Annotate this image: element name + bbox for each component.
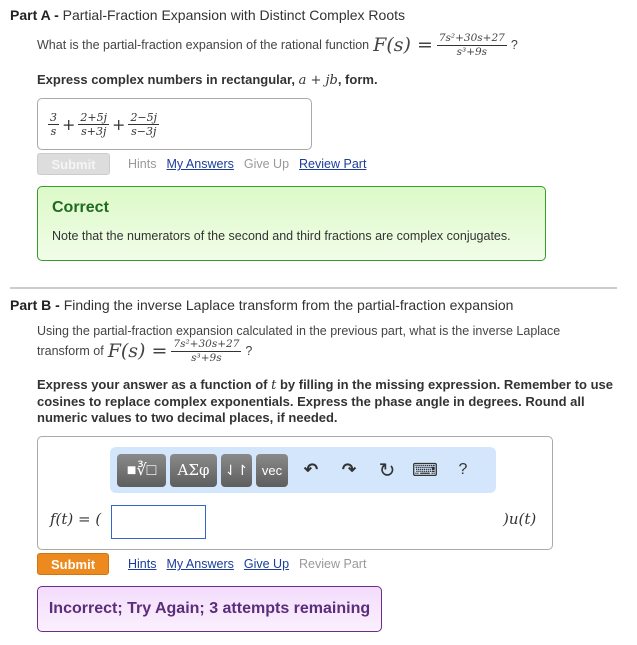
templates-icon: ■∛□ (126, 462, 157, 479)
part-b-give-up-link[interactable]: Give Up (243, 557, 290, 571)
part-a-question (37, 33, 518, 57)
fraction-denominator: s³+9s (191, 351, 222, 364)
instruction-text-b: by filling in the missing expression. Remember to use cosines to replace complex exponentials. Express the phase angle in degrees. Round all numeric values to two decimal places, if needed. (37, 377, 613, 425)
part-a-give-up-link: Give Up (243, 157, 290, 171)
part-b-my-answers-link[interactable]: My Answers (166, 557, 234, 571)
part-a-links (128, 157, 366, 171)
vector-button[interactable] (256, 454, 288, 487)
greek-icon: ΑΣφ (177, 461, 210, 479)
templates-button[interactable] (117, 454, 166, 487)
function-label: F(s) = (107, 340, 168, 362)
part-a-answer-box[interactable] (37, 98, 312, 150)
answer-term-1 (48, 112, 59, 137)
correct-message: Note that the numerators of the second and third fractions are complex conjugates. (52, 229, 511, 243)
undo-icon: ↶ (303, 460, 319, 479)
question-mark: ? (510, 38, 518, 52)
plus-operator: + (112, 114, 126, 134)
redo-icon: ↷ (341, 460, 357, 479)
plus-operator: + (62, 114, 76, 134)
greek-symbols-button[interactable] (170, 454, 217, 487)
help-button[interactable] (444, 454, 482, 487)
term-3-num: 2−5j (130, 110, 158, 124)
reset-button[interactable] (368, 454, 406, 487)
section-divider (10, 287, 617, 289)
keyboard-button[interactable] (406, 454, 444, 487)
transfer-function-fraction (437, 33, 507, 57)
ft-prefix-label: f(t) = ( (50, 510, 102, 528)
part-a-hints-link: Hints (128, 157, 157, 171)
function-label: F(s) = (373, 34, 433, 56)
instruction-suffix: , form. (337, 72, 378, 87)
instruction-math: a + jb (298, 73, 338, 88)
term-1-num: 3 (50, 110, 57, 124)
question-mark: ? (245, 344, 253, 358)
correct-title: Correct (52, 199, 109, 216)
answer-term-3 (128, 112, 159, 137)
ut-suffix-label: )u(t) (503, 510, 537, 528)
correct-feedback (37, 186, 546, 261)
part-b-hints-link[interactable]: Hints (128, 557, 157, 571)
part-a-review-part-link[interactable]: Review Part (299, 157, 367, 171)
incorrect-message: Incorrect; Try Again; 3 attempts remaining (48, 600, 371, 617)
part-b-instruction (37, 377, 617, 426)
transfer-function-fraction (171, 339, 241, 363)
vec-label: vec (261, 462, 283, 478)
part-b-question-line1: Using the partial-fraction expansion calculated in the previous part, what is the inverse Laplace (37, 324, 561, 338)
incorrect-feedback (37, 586, 382, 632)
expression-input[interactable] (111, 505, 206, 539)
part-a-instruction (37, 72, 378, 89)
arrows-button[interactable] (221, 454, 252, 487)
answer-term-2 (78, 112, 109, 137)
part-b-header (10, 297, 513, 313)
fraction-numerator: 7s²+30s+27 (173, 338, 240, 350)
math-toolbar (110, 447, 496, 493)
part-b-review-part-link: Review Part (299, 557, 367, 571)
part-a-label: Part A - (10, 7, 59, 23)
part-b-question-line2 (37, 339, 252, 363)
part-b-label: Part B - (10, 297, 60, 313)
up-down-arrows-icon: ⇃↾ (224, 461, 249, 478)
part-a-my-answers-link[interactable]: My Answers (166, 157, 234, 171)
fraction-numerator: 7s²+30s+27 (438, 32, 505, 44)
undo-button[interactable] (292, 454, 330, 487)
part-a-submit-button[interactable]: Submit (37, 153, 110, 175)
instruction-var: t (271, 378, 277, 393)
term-2-num: 2+5j (80, 110, 108, 124)
part-b-title: Finding the inverse Laplace transform from the partial-fraction expansion (63, 297, 514, 313)
redo-button[interactable] (330, 454, 368, 487)
part-b-question-text: transform of (37, 344, 104, 358)
term-2-den: s+3j (81, 124, 107, 138)
part-a-header (10, 7, 405, 23)
part-a-question-text: What is the partial-fraction expansion of the rational function (37, 38, 370, 52)
term-3-den: s−3j (131, 124, 157, 138)
fraction-denominator: s³+9s (456, 45, 488, 58)
instruction-text: Express complex numbers in rectangular, (37, 72, 295, 87)
part-b-submit-button[interactable]: Submit (37, 553, 109, 575)
instruction-text-a: Express your answer as a function of (37, 377, 268, 392)
part-b-links (128, 557, 366, 571)
part-a-title: Partial-Fraction Expansion with Distinct Complex Roots (62, 7, 405, 23)
reset-icon: ↻ (378, 459, 396, 482)
keyboard-icon: ⌨ (412, 459, 438, 480)
help-icon: ? (458, 461, 468, 478)
term-1-den: s (50, 124, 57, 138)
